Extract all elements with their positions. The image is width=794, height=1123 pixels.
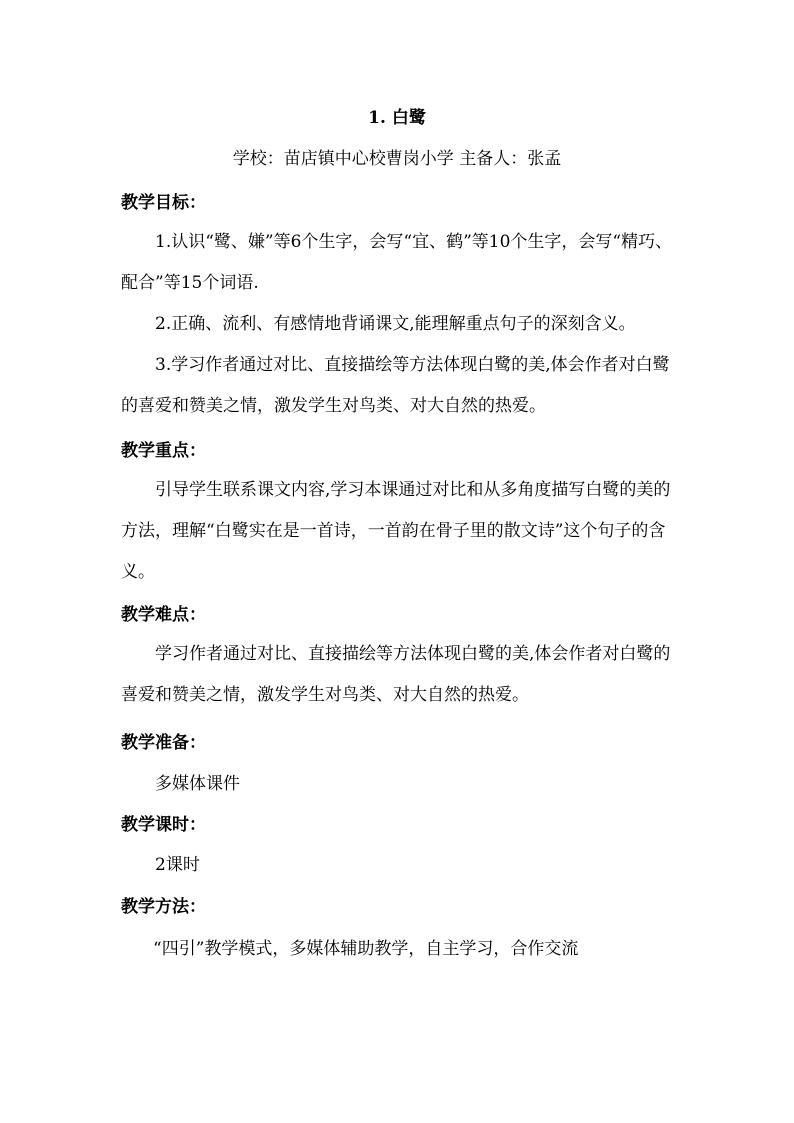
goals-heading: 教学目标：: [121, 193, 206, 213]
goal-item-1: 1.认识“鹭、嫌”等6个生字，会写“宜、鹤”等10个生字，会写“精巧、配合”等15个词语.: [121, 232, 673, 293]
page-subtitle: 学校：苗店镇中心校曹岗小学 主备人：张孟: [232, 149, 562, 169]
page-title: 1. 白鹭: [368, 108, 426, 128]
hours-text: 2课时: [155, 855, 200, 875]
methods-text: “四引”教学模式，多媒体辅助教学，自主学习，合作交流: [153, 939, 579, 959]
difficulties-text: 学习作者通过对比、直接描绘等方法体现白鹭的美,体会作者对白鹭的喜爱和赞美之情，激发学生对鸟类、对大自然的热爱。: [121, 644, 671, 705]
key-points-heading: 教学重点：: [121, 441, 206, 461]
hours-heading: 教学课时：: [121, 815, 206, 835]
preparation-text: 多媒体课件: [155, 774, 240, 794]
methods-heading: 教学方法：: [121, 897, 206, 917]
goal-item-2: 2.正确、流利、有感情地背诵课文,能理解重点句子的深刻含义。: [155, 314, 636, 334]
preparation-heading: 教学准备：: [121, 733, 206, 753]
difficulties-heading: 教学难点：: [121, 605, 206, 625]
key-points-text: 引导学生联系课文内容,学习本课通过对比和从多角度描写白鹭的美的方法，理解“白鹭实在是一首诗，一首韵在骨子里的散文诗”这个句子的含义。: [121, 480, 671, 582]
goal-item-3: 3.学习作者通过对比、直接描绘等方法体现白鹭的美,体会作者对白鹭的喜爱和赞美之情，激发学生对鸟类、对大自然的热爱。: [121, 355, 670, 416]
